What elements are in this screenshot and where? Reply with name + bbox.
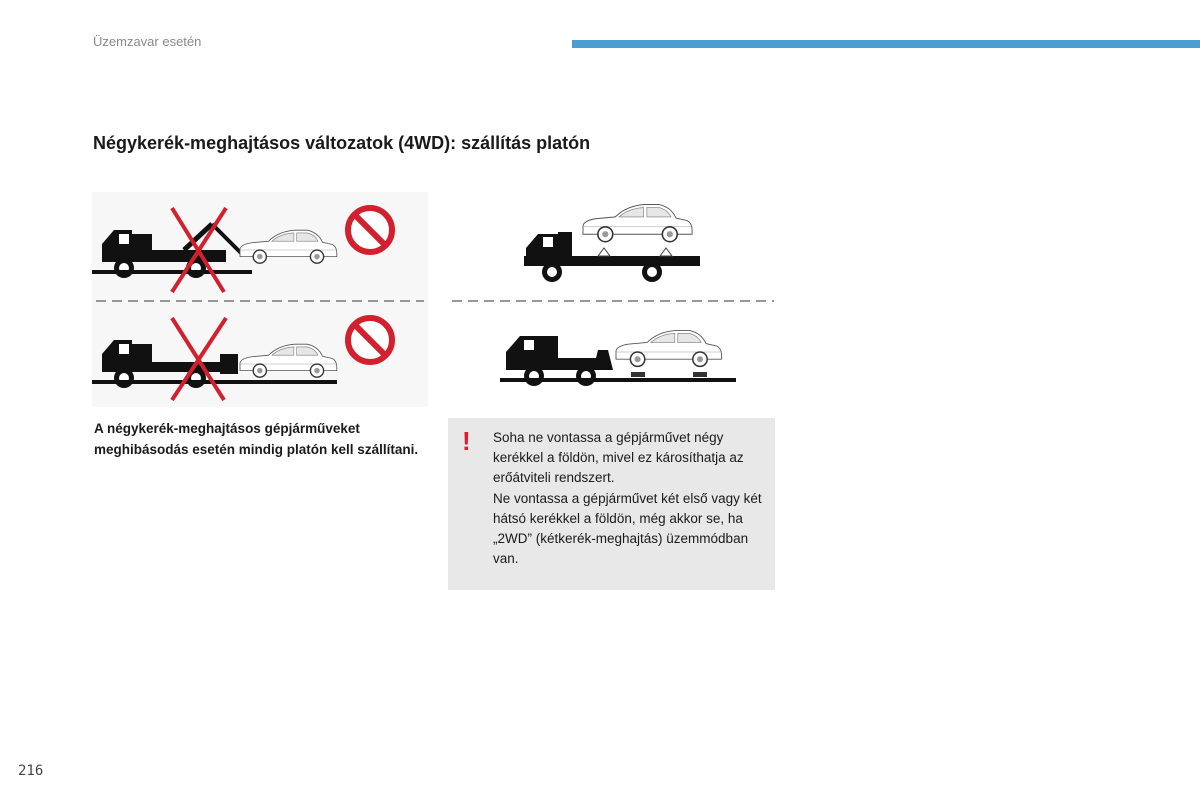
body-text: A négykerék-meghajtásos gépjárműveket meghibásodás esetén mindig platón kell szállítani.: [94, 421, 419, 457]
tow-dolly-illustration: [500, 330, 736, 386]
tow-truck-illustration-top: [92, 208, 392, 292]
page-heading: Négykerék-meghajtásos változatok (4WD): szállítás platón: [93, 133, 591, 153]
tow-truck-illustration-bottom: [92, 318, 392, 400]
section-title: Üzemzavar esetén: [93, 34, 202, 49]
warning-paragraph-1: Soha ne vontassa a gépjárművet négy kerékkel a földön, mivel ez károsíthatja az erőátviteli rendszert.: [493, 430, 744, 486]
warning-box: [448, 418, 775, 590]
flatbed-truck-illustration: [524, 204, 700, 282]
warning-paragraph-2: Ne vontassa a gépjárművet két első vagy két hátsó kerékkel a földön, még akkor se, ha „2WD” (kétkerék-meghajtás) üzemmódban van.: [493, 490, 762, 567]
prohibited-towing-illustration: [92, 192, 428, 407]
page-number: 216: [18, 763, 44, 779]
header-accent-bar: [572, 40, 1200, 48]
allowed-transport-illustration: [448, 192, 778, 407]
exclamation-icon: !: [462, 426, 471, 456]
